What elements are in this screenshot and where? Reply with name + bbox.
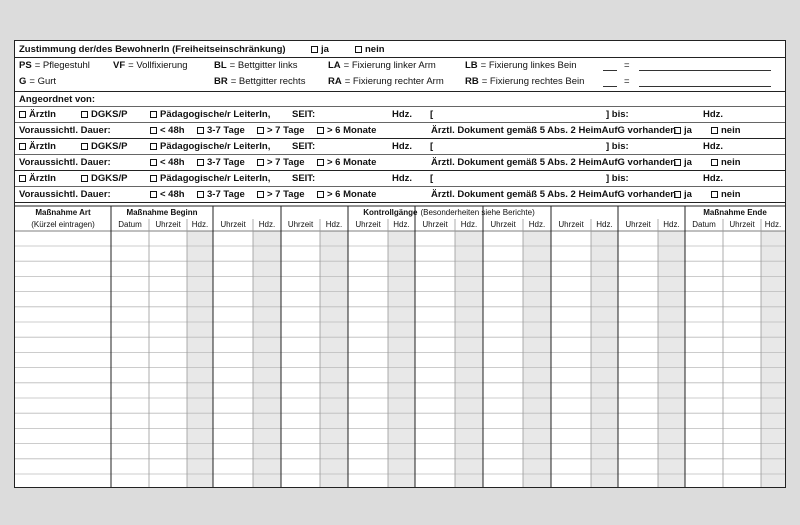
duration-3-7-checkbox[interactable]: 3-7 Tage	[197, 189, 245, 201]
order-duration-label: Voraussichtl. Dauer:	[19, 189, 111, 200]
check-time-7: Uhrzeit	[625, 220, 651, 229]
duration-7-checkbox[interactable]: > 7 Tage	[257, 157, 305, 169]
document-no-checkbox[interactable]: nein	[711, 125, 741, 137]
order-duration-label: Voraussichtl. Dauer:	[19, 125, 111, 136]
restraint-form	[14, 40, 786, 488]
check-hdz-2: Hdz.	[325, 220, 343, 229]
col-begin-header: Maßnahme Beginn	[126, 208, 198, 217]
order-doctor-checkbox[interactable]: ÄrztIn	[19, 173, 56, 185]
consent-no[interactable]: nein	[355, 44, 385, 56]
abbrev-vf: VF = Vollfixierung	[113, 60, 188, 71]
documentation-table	[15, 41, 785, 487]
order-hdz-label: Hdz.	[392, 173, 413, 184]
order-document-label: Ärztl. Dokument gemäß 5 Abs. 2 HeimAufG vorhanden	[431, 157, 677, 168]
order-hdz-label-2: Hdz.	[703, 109, 724, 120]
col-end-header: Maßnahme Ende	[703, 208, 767, 217]
document-no-checkbox[interactable]: nein	[711, 189, 741, 201]
duration-48h-checkbox[interactable]: < 48h	[150, 189, 185, 201]
order-teacher-checkbox[interactable]: Pädagogische/r LeiterIn,	[150, 141, 270, 153]
document-yes-checkbox[interactable]: ja	[674, 189, 692, 201]
check-time-2: Uhrzeit	[287, 220, 314, 229]
order-doctor-checkbox[interactable]: ÄrztIn	[19, 109, 56, 121]
check-hdz-7: Hdz.	[663, 220, 680, 229]
abbrev-ra: RA = Fixierung rechter Arm	[328, 76, 444, 87]
consent-label: Zustimmung der/des BewohnerIn (Freiheitseinschränkung)	[19, 44, 286, 55]
check-time-3: Uhrzeit	[355, 220, 381, 229]
order-hdz-label-2: Hdz.	[703, 141, 724, 152]
check-time-5: Uhrzeit	[490, 220, 516, 229]
order-dgks-checkbox[interactable]: DGKS/P	[81, 109, 127, 121]
order-dgks-checkbox[interactable]: DGKS/P	[81, 173, 127, 185]
order-until-label: ] bis:	[606, 173, 629, 184]
order-bracket-open: [	[430, 141, 434, 152]
duration-48h-checkbox[interactable]: < 48h	[150, 157, 185, 169]
duration-6m-checkbox[interactable]: > 6 Monate	[317, 125, 376, 137]
abbrev-la: LA = Fixierung linker Arm	[328, 60, 436, 71]
col-begin-time: Uhrzeit	[155, 220, 181, 229]
order-teacher-checkbox[interactable]: Pädagogische/r LeiterIn,	[150, 109, 270, 121]
duration-48h-checkbox[interactable]: < 48h	[150, 125, 185, 137]
duration-6m-checkbox[interactable]: > 6 Monate	[317, 157, 376, 169]
document-yes-checkbox[interactable]: ja	[674, 157, 692, 169]
col-end-date: Datum	[692, 220, 716, 229]
order-until-label: ] bis:	[606, 141, 629, 152]
check-hdz-6: Hdz.	[596, 220, 613, 229]
col-end-hdz: Hdz.	[764, 220, 782, 229]
order-duration-label: Voraussichtl. Dauer:	[19, 157, 111, 168]
col-begin-date: Datum	[118, 220, 142, 229]
abbrev-lb: LB = Fixierung linkes Bein	[465, 60, 577, 71]
abbrev-rb: RB = Fixierung rechtes Bein	[465, 76, 585, 87]
order-bracket-open: [	[430, 109, 434, 120]
col-checks-header: Kontrollgänge (Besonderheiten siehe Berichte)	[363, 208, 535, 217]
check-hdz-4: Hdz.	[460, 220, 478, 229]
duration-7-checkbox[interactable]: > 7 Tage	[257, 125, 305, 137]
check-time-4: Uhrzeit	[422, 220, 448, 229]
order-document-label: Ärztl. Dokument gemäß 5 Abs. 2 HeimAufG vorhanden	[431, 189, 677, 200]
abbrev-custom-eq: =	[624, 60, 630, 71]
abbrev-bl: BL = Bettgitter links	[214, 60, 298, 71]
order-until-label: ] bis:	[606, 109, 629, 120]
order-doctor-checkbox[interactable]: ÄrztIn	[19, 141, 56, 153]
duration-3-7-checkbox[interactable]: 3-7 Tage	[197, 125, 245, 137]
abbrev-g: G = Gurt	[19, 76, 57, 87]
document-yes-checkbox[interactable]: ja	[674, 125, 692, 137]
col-end-time: Uhrzeit	[729, 220, 755, 229]
order-teacher-checkbox[interactable]: Pädagogische/r LeiterIn,	[150, 173, 270, 185]
order-document-label: Ärztl. Dokument gemäß 5 Abs. 2 HeimAufG vorhanden	[431, 125, 677, 136]
duration-6m-checkbox[interactable]: > 6 Monate	[317, 189, 376, 201]
abbrev-custom-eq: =	[624, 76, 630, 87]
order-dgks-checkbox[interactable]: DGKS/P	[81, 141, 127, 153]
check-hdz-3: Hdz.	[393, 220, 410, 229]
ordered-by-label: Angeordnet von:	[19, 94, 95, 105]
order-since-label: SEIT:	[292, 141, 316, 152]
col-art-subheader: (Kürzel eintragen)	[31, 220, 95, 229]
order-hdz-label-2: Hdz.	[703, 173, 724, 184]
check-time-6: Uhrzeit	[558, 220, 584, 229]
abbrev-br: BR = Bettgitter rechts	[214, 76, 306, 87]
check-hdz-1: Hdz.	[258, 220, 276, 229]
duration-3-7-checkbox[interactable]: 3-7 Tage	[197, 157, 245, 169]
check-time-1: Uhrzeit	[220, 220, 246, 229]
order-hdz-label: Hdz.	[392, 109, 413, 120]
order-since-label: SEIT:	[292, 173, 316, 184]
order-since-label: SEIT:	[292, 109, 316, 120]
col-art-header: Maßnahme Art	[35, 208, 91, 217]
duration-7-checkbox[interactable]: > 7 Tage	[257, 189, 305, 201]
col-begin-hdz: Hdz.	[191, 220, 209, 229]
order-bracket-open: [	[430, 173, 434, 184]
abbrev-ps: PS = Pflegestuhl	[19, 60, 90, 71]
check-hdz-5: Hdz.	[528, 220, 546, 229]
order-hdz-label: Hdz.	[392, 141, 413, 152]
consent-yes[interactable]: ja	[311, 44, 329, 56]
document-no-checkbox[interactable]: nein	[711, 157, 741, 169]
